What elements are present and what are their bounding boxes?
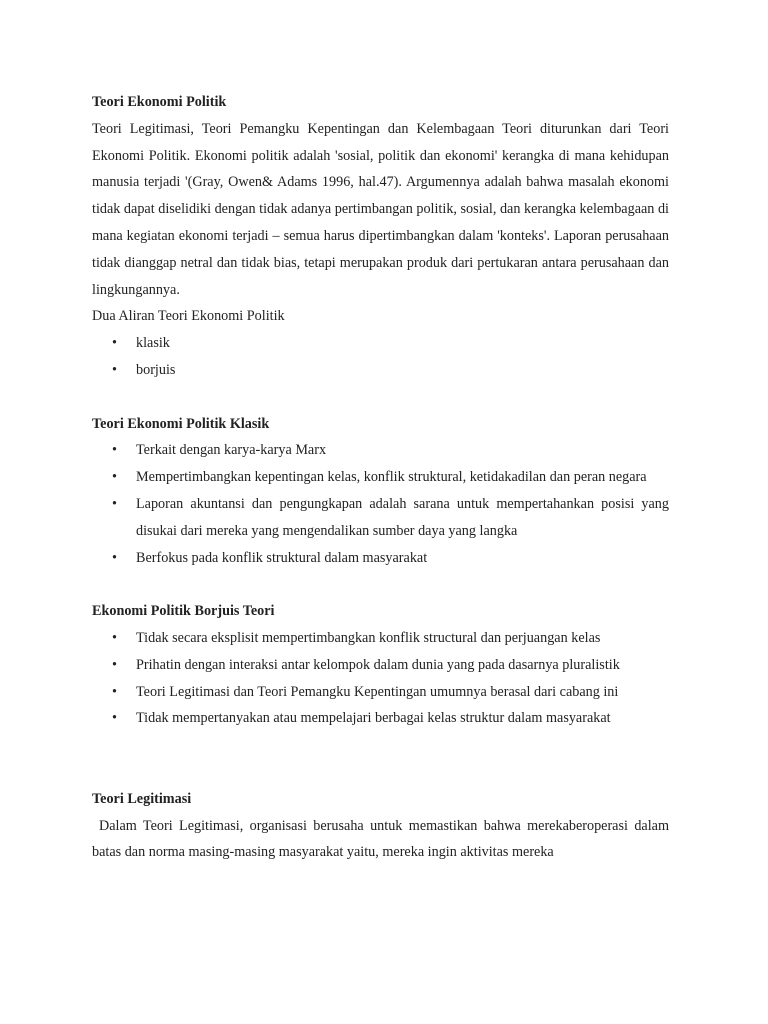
bullet-glyph: • [112, 335, 117, 352]
bullet-glyph: • [112, 710, 117, 727]
spacer [92, 384, 669, 411]
list-borjuis [92, 625, 669, 732]
list-item-text: Tidak secara eksplisit mempertimbangkan konflik structural dan perjuangan kelas [136, 629, 601, 646]
paragraph-ekonomi-politik: Teori Legitimasi, Teori Pemangku Kepentingan dan Kelembagaan Teori diturunkan dari Teori Ekonomi Politik. Ekonomi politik adalah 'sosial, politik dan ekonomi' kerangka di mana kehidupan manusia terjadi '(Gray, Owen& Adams 1996, hal.47). Argumennya adalah bahwa masalah ekonomi tidak dapat diselidiki dengan tidak adanya pertimbangan politik, sosial, dan kerangka kelembagaan di mana kegiatan ekonomi terjadi – semua harus dipertimbangkan dalam 'konteks'. Laporan perusahaan tidak dianggap netral dan tidak bias, tetapi merupakan produk dari pertukaran antara perusahaan dan lingkungannya. [92, 120, 669, 298]
spacer [92, 571, 669, 598]
list-item-text: Terkait dengan karya-karya Marx [136, 442, 327, 459]
list-item [92, 652, 669, 679]
spacer [92, 732, 669, 786]
section-heading-borjuis: Ekonomi Politik Borjuis Teori [92, 603, 275, 620]
bullet-glyph: • [112, 629, 117, 646]
list-item [92, 545, 669, 572]
bullet-glyph: • [112, 495, 117, 512]
list-item [92, 625, 669, 652]
list-item-text: borjuis [136, 361, 176, 378]
list-item [92, 491, 669, 545]
list-dua-aliran [92, 330, 669, 384]
document-page [92, 89, 669, 866]
bullet-glyph: • [112, 549, 117, 566]
list-item-text: Teori Legitimasi dan Teori Pemangku Kepentingan umumnya berasal dari cabang ini [136, 683, 619, 700]
list-item-text: Laporan akuntansi dan pengungkapan adalah sarana untuk mempertahankan posisi yang disukai dari mereka yang mengendalikan sumber daya yang langka [136, 495, 669, 539]
list-item-text: Tidak mempertanyakan atau mempelajari berbagai kelas struktur dalam masyarakat [136, 710, 611, 727]
bullet-glyph: • [112, 469, 117, 486]
bullet-glyph: • [112, 361, 117, 378]
list-item [92, 679, 669, 706]
list-item [92, 330, 669, 357]
section-heading-ekonomi-politik: Teori Ekonomi Politik [92, 94, 227, 110]
section-heading-klasik: Teori Ekonomi Politik Klasik [92, 415, 270, 432]
list-item-text: klasik [136, 335, 170, 352]
paragraph-legitimasi: Dalam Teori Legitimasi, organisasi berusaha untuk memastikan bahwa merekaberoperasi dalam batas dan norma masing-masing masyarakat yaitu, mereka ingin aktivitas mereka [92, 817, 669, 861]
list-item [92, 464, 669, 491]
bullet-glyph: • [112, 683, 117, 700]
list-item [92, 437, 669, 464]
list-item-text: Mempertimbangkan kepentingan kelas, konflik struktural, ketidakadilan dan peran negara [136, 469, 647, 486]
bullet-glyph: • [112, 656, 117, 673]
list-klasik [92, 437, 669, 571]
list-item-text: Berfokus pada konflik struktural dalam masyarakat [136, 549, 428, 566]
list-item [92, 357, 669, 384]
list-item-text: Prihatin dengan interaksi antar kelompok dalam dunia yang pada dasarnya pluralistik [136, 656, 620, 673]
list-item [92, 705, 669, 732]
section-heading-legitimasi: Teori Legitimasi [92, 790, 192, 807]
bullet-glyph: • [112, 442, 117, 459]
subheading-dua-aliran: Dua Aliran Teori Ekonomi Politik [92, 308, 285, 325]
